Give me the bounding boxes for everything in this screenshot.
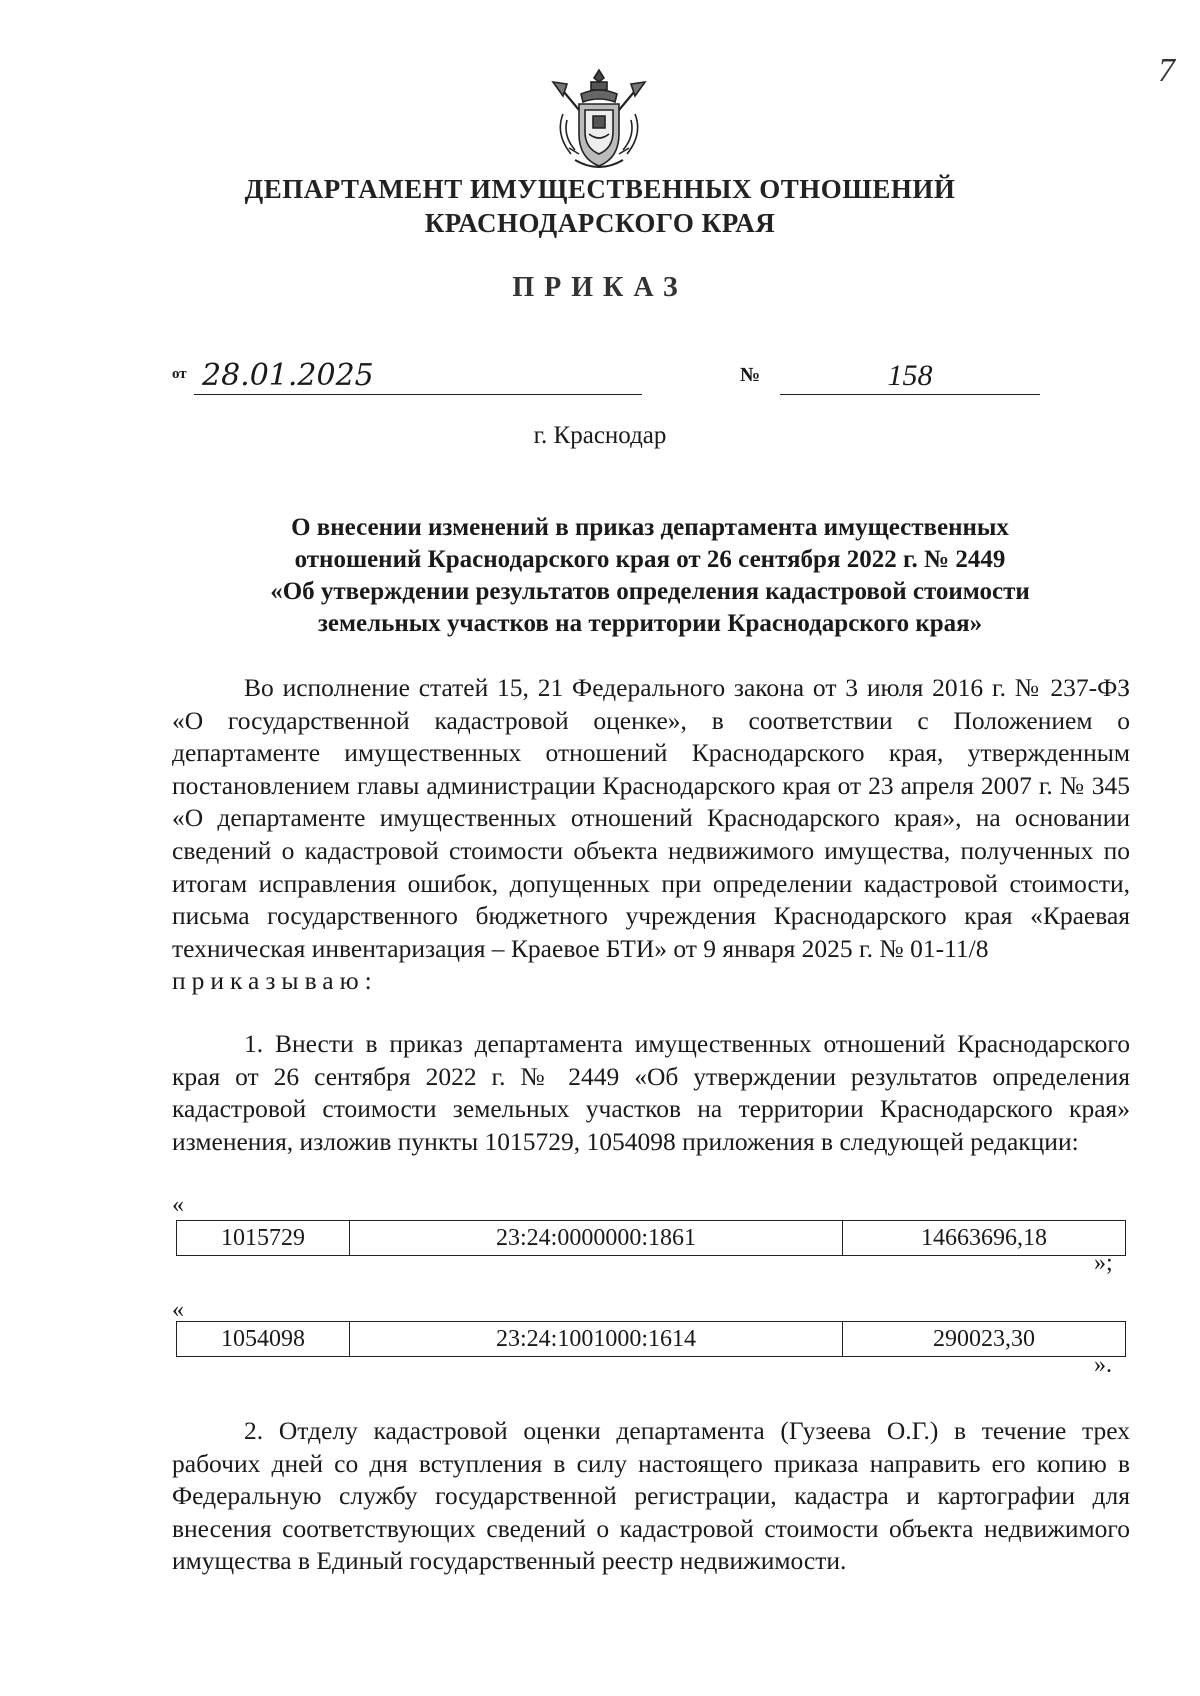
- document-number: 158: [780, 358, 1040, 395]
- subject-line: отношений Краснодарского края от 26 сентября 2022 г. № 2449: [294, 546, 1006, 573]
- item-number-cell: 1054098: [177, 1322, 350, 1357]
- coat-of-arms-emblem: [549, 68, 649, 174]
- item-2-paragraph: 2. Отделу кадастровой оценки департамента (Гузеева О.Г.) в течение трех рабочих дней со дня вступления в силу настоящего приказа направить его копию в Федеральную службу государственной регистрации, кадастра и картографии для внесения соответствующих сведений о кадастровой стоимости объекта недвижимого имущества в Единый государственный реестр недвижимости.: [172, 1416, 1130, 1576]
- date-value: 28.01.2025: [194, 358, 642, 395]
- subject-line: «Об утверждении результатов определения кадастровой стоимости: [270, 578, 1030, 605]
- quote-open: «: [172, 1297, 184, 1323]
- quote-open: «: [172, 1192, 184, 1218]
- subject-line: О внесении изменений в приказ департамента имущественных: [291, 514, 1009, 541]
- page-number: 7: [1158, 52, 1175, 89]
- subject-line: земельных участков на территории Краснодарского края»: [317, 610, 983, 637]
- order-word: приказываю:: [172, 966, 378, 996]
- item-number-cell: 1015729: [177, 1221, 350, 1256]
- quote-close: ».: [1094, 1352, 1112, 1378]
- table-row: [177, 1221, 1126, 1256]
- city: г. Краснодар: [533, 422, 667, 449]
- cadastral-number-cell: 23:24:1001000:1614: [350, 1322, 843, 1357]
- department-title-line1: ДЕПАРТАМЕНТ ИМУЩЕСТВЕННЫХ ОТНОШЕНИЙ: [244, 174, 956, 204]
- cadastral-value-cell: 290023,30: [843, 1322, 1126, 1357]
- date-prefix: от: [172, 366, 187, 382]
- preamble-paragraph: [172, 672, 1130, 998]
- amendment-table-row: [176, 1321, 1126, 1357]
- department-title-line2: КРАСНОДАРСКОГО КРАЯ: [424, 208, 776, 238]
- cadastral-number-cell: 23:24:0000000:1861: [350, 1221, 843, 1256]
- amendment-table-row: [176, 1220, 1126, 1256]
- cadastral-value-cell: 14663696,18: [843, 1221, 1126, 1256]
- item-1-paragraph: 1. Внести в приказ департамента имущественных отношений Краснодарского края от 26 сентября 2022 г. № 2449 «Об утверждении результатов определения кадастровой стоимости земельных участков на территории Краснодарского края» изменения, изложив пункты 1015729, 1054098 приложения в следующей редакции:: [172, 1029, 1130, 1156]
- number-sign: №: [740, 364, 761, 386]
- quote-close: »;: [1094, 1250, 1113, 1276]
- table-row: [177, 1322, 1126, 1357]
- document-type: ПРИКАЗ: [512, 272, 688, 303]
- preamble-text: Во исполнение статей 15, 21 Федерального закона от 3 июля 2016 г. № 237-ФЗ «О государственной кадастровой оценке», в соответствии с Положением о департаменте имущественных отношений Краснодарского края, утвержденным постановлением главы администрации Краснодарского края от 23 апреля 2007 г. № 345 «О департаменте имущественных отношений Краснодарского края», на основании сведений о кадастровой стоимости объекта недвижимого имущества, полученных по итогам исправления ошибок, допущенных при определении кадастровой стоимости, письма государственного бюджетного учреждения Краснодарского края «Краевая техническая инвентаризация – Краевое БТИ» от 9 января 2025 г. № 01-11/8: [172, 673, 1130, 963]
- subject-heading: [170, 512, 1130, 640]
